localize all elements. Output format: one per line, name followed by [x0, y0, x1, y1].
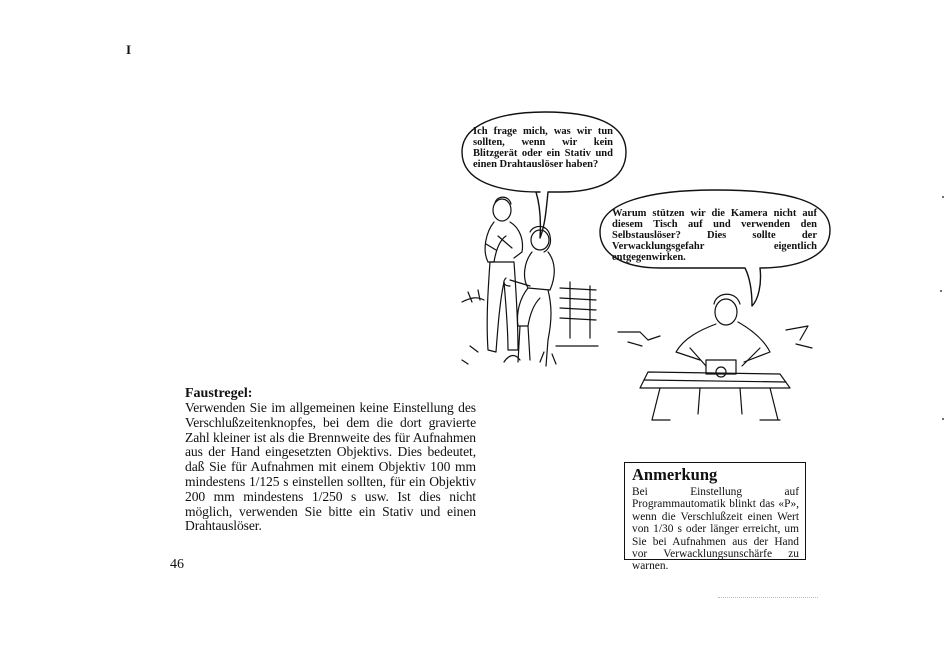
page-number: 46 [170, 557, 184, 572]
right-panel-man-table [618, 294, 812, 420]
scan-artifact-dot [940, 290, 942, 292]
note-box [624, 462, 806, 573]
left-panel-people [462, 197, 598, 366]
scan-artifact-dot [942, 196, 944, 198]
note-body: Bei Einstellung auf Programmautomatik blinkt das «P», wenn die Verschlußzeit einen Wert von 1/30 s oder länger erreicht, um Sie bei Aufnahmen aus der Hand vor Verwacklungsunschärfe zu warnen. [632, 486, 799, 573]
note-title: Anmerkung [632, 465, 718, 484]
speech-bubble-text-question: Ich frage mich, was wir tun sollten, wenn wir kein Blitzgerät oder ein Stativ und einen Drahtauslöser haben? [473, 126, 613, 170]
speech-bubble-text-answer: Warum stützen wir die Kamera nicht auf diesem Tisch auf und verwenden den Selbstauslöser? Dies sollte der Verwacklungsgefahr eigentlich entgegenwirken. [612, 208, 817, 263]
margin-mark: I [126, 42, 132, 57]
scan-artifact-line [718, 597, 818, 600]
rule-title: Faustregel: [185, 386, 253, 401]
rule-body: Verwenden Sie im allgemeinen keine Einstellung des Verschlußzeitenknopfes, bei dem die dort gravierte Zahl kleiner ist als die Brennweite des für Aufnahmen aus der Hand eingesetzten Objektivs. Dies bedeutet, daß Sie für Aufnahmen mit einem Objektiv 100 mm mindestens 1/125 s einstellen sollten, für ein Objektiv 200 mm mindestens 1/250 s usw. Ist dies nicht möglich, verwenden Sie bitte ein Stativ und einen Drahtauslöser. [185, 400, 476, 534]
scan-artifact-dot [942, 418, 944, 420]
